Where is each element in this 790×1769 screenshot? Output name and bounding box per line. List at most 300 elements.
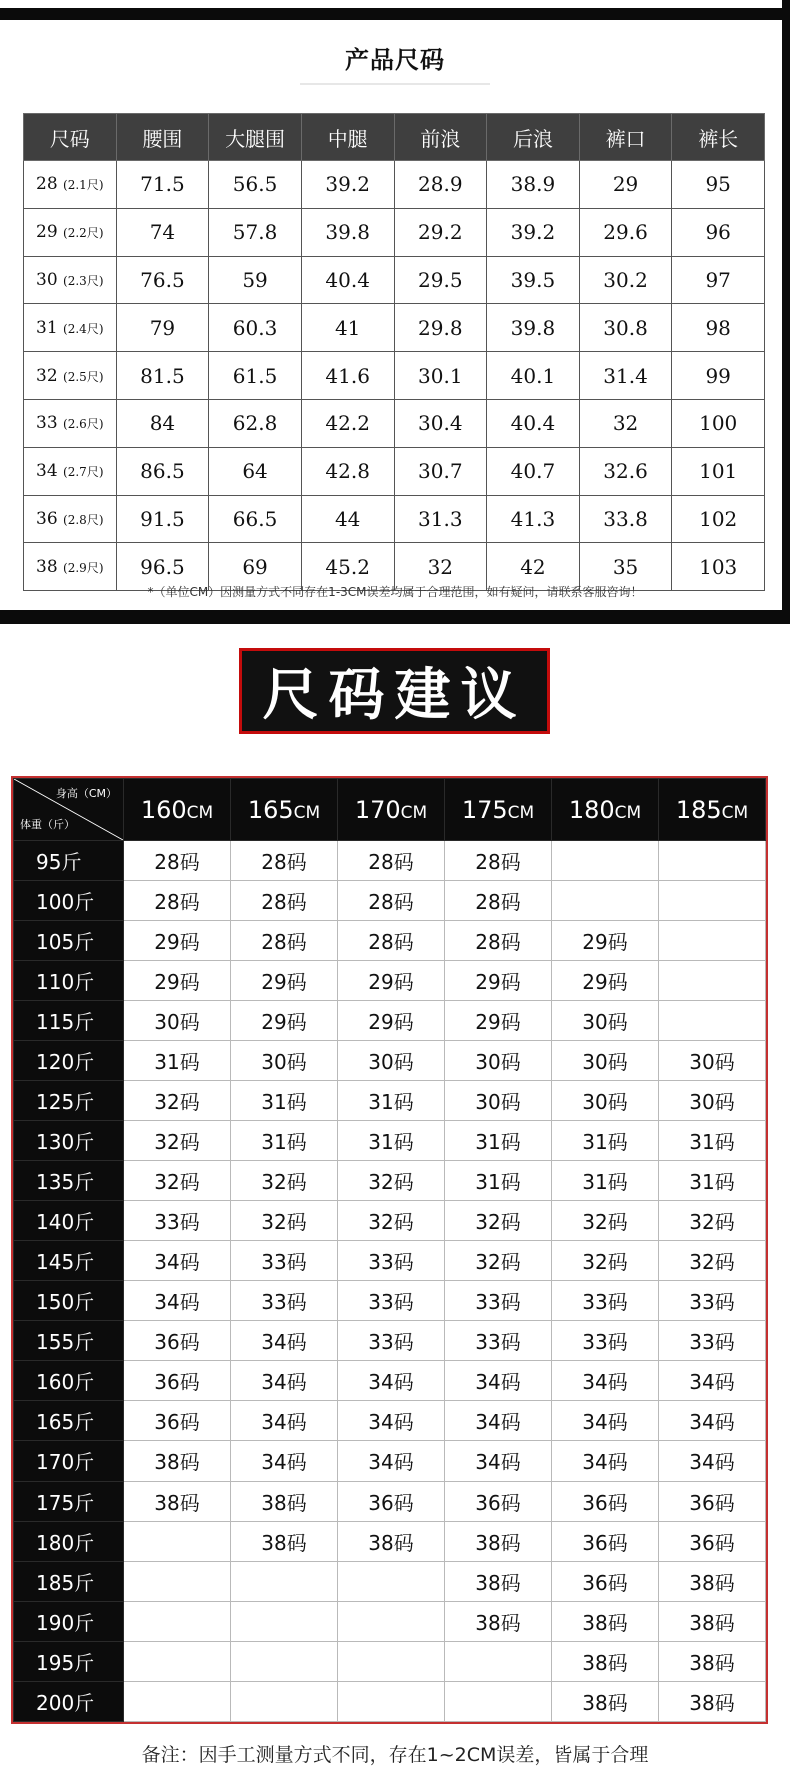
measurement-cell: 39.2 [487,208,580,256]
recommended-size-cell: 31码 [231,1081,338,1121]
recommended-size-cell: 32码 [338,1201,445,1241]
recommended-size-cell [445,1641,552,1681]
recommended-size-cell [445,1681,552,1721]
measurement-cell: 41.6 [301,352,394,400]
measurement-cell: 40.4 [487,399,580,447]
recommended-size-cell [124,1601,231,1641]
recommendation-table [13,778,766,1722]
recommended-size-cell: 29码 [338,961,445,1001]
recommended-size-cell: 32码 [445,1201,552,1241]
size-chart-note: *（单位CM）因测量方式不同存在1-3CM误差均属于合理范围，如有疑问，请联系客服咨询！ [147,585,643,599]
size-chart-header-cell: 裤口 [579,114,672,161]
recommended-size-cell: 34码 [231,1321,338,1361]
measurement-cell: 71.5 [116,161,209,209]
measurement-cell: 39.8 [487,304,580,352]
measurement-cell: 81.5 [116,352,209,400]
weight-cell: 190斤 [14,1601,124,1641]
measurement-cell: 91.5 [116,495,209,543]
size-recommendation-title: 尺码建议 [262,663,527,728]
recommended-size-cell: 30码 [124,1001,231,1041]
recommended-size-cell: 36码 [338,1481,445,1521]
recommended-size-cell: 31码 [338,1081,445,1121]
recommended-size-cell: 31码 [445,1161,552,1201]
measurement-cell: 35 [579,543,672,591]
recommended-size-cell [338,1601,445,1641]
height-value: 165 [247,795,294,824]
recommended-size-cell: 34码 [659,1361,766,1401]
recommended-size-cell: 31码 [659,1161,766,1201]
recommended-size-cell: 30码 [445,1041,552,1081]
weight-cell: 140斤 [14,1201,124,1241]
recommended-size-cell: 36码 [124,1361,231,1401]
recommended-size-cell: 30码 [552,1081,659,1121]
size-chi-value: (2.1尺) [63,178,104,193]
size-chi-value: (2.8尺) [63,512,104,527]
recommended-size-cell: 33码 [338,1321,445,1361]
recommended-size-cell: 28码 [445,921,552,961]
height-value: 185 [675,795,722,824]
measurement-cell: 42.8 [301,447,394,495]
recommended-size-cell: 30码 [552,1001,659,1041]
height-value: 170 [354,795,401,824]
measurement-cell: 28.9 [394,161,487,209]
measurement-cell: 31.4 [579,352,672,400]
recommended-size-cell: 36码 [659,1481,766,1521]
recommended-size-cell [124,1681,231,1721]
height-axis-label: 身高（CM） [55,787,117,800]
size-chart-header-cell: 腰围 [116,114,209,161]
measurement-cell: 40.1 [487,352,580,400]
recommended-size-cell: 34码 [659,1441,766,1481]
size-chi-value: (2.2尺) [63,226,104,241]
recommended-size-cell: 38码 [445,1521,552,1561]
size-cell [24,304,117,352]
recommended-size-cell: 32码 [552,1201,659,1241]
recommended-size-cell [338,1641,445,1681]
recommendation-row [14,1041,766,1081]
size-cell [24,399,117,447]
weight-cell: 100斤 [14,881,124,921]
height-header-cell [124,779,231,841]
measurement-cell: 39.8 [301,208,394,256]
recommendation-row [14,1281,766,1321]
recommended-size-cell: 38码 [124,1441,231,1481]
size-chart-row [24,304,765,352]
recommended-size-cell: 28码 [231,841,338,881]
recommended-size-cell: 38码 [338,1521,445,1561]
size-number: 38 [36,556,58,577]
recommended-size-cell: 38码 [552,1601,659,1641]
measurement-cell: 102 [672,495,765,543]
recommended-size-cell: 33码 [124,1201,231,1241]
recommended-size-cell: 34码 [445,1361,552,1401]
recommendation-row [14,1601,766,1641]
recommendation-row [14,1481,766,1521]
measurement-cell: 30.4 [394,399,487,447]
recommended-size-cell: 29码 [124,921,231,961]
recommended-size-cell: 34码 [552,1401,659,1441]
recommended-size-cell: 34码 [231,1401,338,1441]
recommended-size-cell: 33码 [445,1281,552,1321]
recommendation-row [14,1081,766,1121]
measurement-cell: 41 [301,304,394,352]
recommended-size-cell: 33码 [231,1281,338,1321]
recommended-size-cell [338,1561,445,1601]
measurement-cell: 33.8 [579,495,672,543]
measurement-cell: 29.6 [579,208,672,256]
recommended-size-cell: 30码 [659,1041,766,1081]
recommended-size-cell: 38码 [445,1561,552,1601]
recommended-size-cell: 38码 [659,1641,766,1681]
recommended-size-cell: 33码 [552,1321,659,1361]
recommended-size-cell: 38码 [445,1601,552,1641]
size-number: 33 [36,413,58,434]
measurement-cell: 69 [209,543,302,591]
size-chart-row [24,352,765,400]
recommended-size-cell: 29码 [552,921,659,961]
recommended-size-cell: 29码 [338,1001,445,1041]
weight-cell: 200斤 [14,1681,124,1721]
recommended-size-cell: 34码 [231,1361,338,1401]
recommended-size-cell: 34码 [124,1241,231,1281]
recommended-size-cell: 36码 [552,1481,659,1521]
height-header-cell [659,779,766,841]
recommended-size-cell [552,881,659,921]
height-header-cell [231,779,338,841]
measurement-cell: 30.2 [579,256,672,304]
size-chart-table [23,113,765,591]
recommendation-row [14,1201,766,1241]
size-chi-value: (2.7尺) [63,465,104,480]
measurement-cell: 38.9 [487,161,580,209]
recommended-size-cell [659,881,766,921]
recommended-size-cell: 31码 [552,1121,659,1161]
recommendation-row [14,961,766,1001]
recommended-size-cell: 28码 [231,921,338,961]
size-number: 34 [36,461,58,482]
measurement-cell: 29.8 [394,304,487,352]
weight-cell: 115斤 [14,1001,124,1041]
measurement-cell: 40.7 [487,447,580,495]
right-border-bar [782,0,790,624]
recommended-size-cell [659,961,766,1001]
recommended-size-cell [552,841,659,881]
recommended-size-cell: 38码 [231,1521,338,1561]
measurement-cell: 44 [301,495,394,543]
measurement-cell: 30.1 [394,352,487,400]
recommended-size-cell: 30码 [659,1081,766,1121]
size-chart-header-cell: 尺码 [24,114,117,161]
size-chart-header-cell: 后浪 [487,114,580,161]
recommended-size-cell: 38码 [659,1681,766,1721]
recommended-size-cell: 38码 [231,1481,338,1521]
recommended-size-cell [659,841,766,881]
recommended-size-cell: 28码 [338,841,445,881]
recommended-size-cell: 36码 [659,1521,766,1561]
recommended-size-cell: 30码 [231,1041,338,1081]
height-header-cell [445,779,552,841]
size-chi-value: (2.3尺) [63,273,104,288]
size-number: 32 [36,365,58,386]
size-chi-value: (2.5尺) [63,369,104,384]
recommended-size-cell: 31码 [659,1121,766,1161]
measurement-cell: 42 [487,543,580,591]
measurement-cell: 96.5 [116,543,209,591]
recommended-size-cell: 36码 [124,1321,231,1361]
recommended-size-cell: 34码 [231,1441,338,1481]
weight-cell: 125斤 [14,1081,124,1121]
size-chart-header-cell: 裤长 [672,114,765,161]
recommended-size-cell: 34码 [338,1401,445,1441]
recommended-size-cell: 36码 [552,1521,659,1561]
recommendation-row [14,1121,766,1161]
recommended-size-cell: 32码 [124,1081,231,1121]
recommended-size-cell: 28码 [124,881,231,921]
recommended-size-cell [231,1681,338,1721]
height-unit: CM [507,802,535,823]
weight-cell: 175斤 [14,1481,124,1521]
measurement-cell: 40.4 [301,256,394,304]
measurement-cell: 95 [672,161,765,209]
recommended-size-cell: 32码 [231,1161,338,1201]
header-corner-cell [14,779,124,841]
measurement-cell: 96 [672,208,765,256]
recommended-size-cell: 33码 [659,1321,766,1361]
recommended-size-cell [124,1641,231,1681]
size-cell [24,352,117,400]
measurement-cell: 103 [672,543,765,591]
recommended-size-cell: 34码 [338,1361,445,1401]
recommendation-row [14,1441,766,1481]
measurement-cell: 86.5 [116,447,209,495]
recommended-size-cell: 30码 [552,1041,659,1081]
size-chi-value: (2.9尺) [63,560,104,575]
recommended-size-cell: 36码 [445,1481,552,1521]
weight-cell: 150斤 [14,1281,124,1321]
recommended-size-cell: 29码 [445,1001,552,1041]
size-chart-row [24,495,765,543]
recommendation-row [14,881,766,921]
recommended-size-cell: 29码 [445,961,552,1001]
weight-cell: 180斤 [14,1521,124,1561]
recommendation-row [14,1641,766,1681]
recommended-size-cell: 33码 [338,1241,445,1281]
recommended-size-cell: 28码 [338,881,445,921]
measurement-cell: 39.5 [487,256,580,304]
measurement-cell: 30.7 [394,447,487,495]
size-chart-title: 产品尺码 [345,46,445,74]
recommended-size-cell: 32码 [659,1241,766,1281]
size-chart-header-cell: 大腿围 [209,114,302,161]
recommended-size-cell: 34码 [338,1441,445,1481]
measurement-cell: 84 [116,399,209,447]
recommended-size-cell: 33码 [445,1321,552,1361]
recommended-size-cell: 31码 [445,1121,552,1161]
measurement-cell: 32 [394,543,487,591]
size-chart-header-cell: 中腿 [301,114,394,161]
weight-cell: 130斤 [14,1121,124,1161]
size-chart-row [24,208,765,256]
recommended-size-cell: 28码 [124,841,231,881]
weight-cell: 110斤 [14,961,124,1001]
recommended-size-cell: 36码 [552,1561,659,1601]
height-value: 160 [140,795,187,824]
height-value: 175 [461,795,508,824]
size-chi-value: (2.6尺) [63,417,104,432]
section-divider-bar [0,610,790,624]
weight-cell: 160斤 [14,1361,124,1401]
height-unit: CM [400,802,428,823]
recommended-size-cell [231,1561,338,1601]
top-border-bar [0,8,790,20]
recommended-size-cell: 32码 [124,1161,231,1201]
size-number: 29 [36,222,58,243]
recommended-size-cell: 38码 [552,1641,659,1681]
size-cell [24,256,117,304]
recommendation-row [14,921,766,961]
recommended-size-cell [338,1681,445,1721]
weight-cell: 165斤 [14,1401,124,1441]
size-number: 36 [36,508,58,529]
recommended-size-cell: 31码 [124,1041,231,1081]
recommended-size-cell: 33码 [231,1241,338,1281]
measurement-cell: 61.5 [209,352,302,400]
recommended-size-cell: 38码 [659,1601,766,1641]
recommendation-table-frame [11,776,768,1724]
height-header-cell [552,779,659,841]
measurement-cell: 32.6 [579,447,672,495]
weight-cell: 135斤 [14,1161,124,1201]
size-chart-row [24,447,765,495]
recommendation-row [14,841,766,881]
recommendation-row [14,1401,766,1441]
recommended-size-cell [231,1641,338,1681]
measurement-cell: 59 [209,256,302,304]
recommended-size-cell: 32码 [552,1241,659,1281]
measurement-cell: 30.8 [579,304,672,352]
recommended-size-cell: 32码 [124,1121,231,1161]
weight-cell: 155斤 [14,1321,124,1361]
recommended-size-cell: 34码 [445,1401,552,1441]
recommendation-row [14,1681,766,1721]
measurement-cell: 29 [579,161,672,209]
recommended-size-cell: 34码 [445,1441,552,1481]
weight-cell: 170斤 [14,1441,124,1481]
weight-cell: 195斤 [14,1641,124,1681]
recommendation-row [14,1001,766,1041]
title-underline-decoration [300,80,490,88]
recommendation-row [14,1161,766,1201]
recommended-size-cell: 30码 [338,1041,445,1081]
recommended-size-cell: 31码 [338,1121,445,1161]
height-header-cell [338,779,445,841]
recommended-size-cell [124,1521,231,1561]
recommended-size-cell: 33码 [659,1281,766,1321]
measurement-cell: 32 [579,399,672,447]
measurement-cell: 42.2 [301,399,394,447]
recommendation-row [14,1521,766,1561]
weight-cell: 120斤 [14,1041,124,1081]
measurement-cell: 41.3 [487,495,580,543]
measurement-cell: 57.8 [209,208,302,256]
recommendation-row [14,1561,766,1601]
recommended-size-cell [659,921,766,961]
recommended-size-cell: 36码 [124,1401,231,1441]
measurement-cell: 29.5 [394,256,487,304]
measurement-cell: 62.8 [209,399,302,447]
size-number: 28 [36,174,58,195]
recommended-size-cell: 32码 [445,1241,552,1281]
recommended-size-cell: 31码 [552,1161,659,1201]
recommended-size-cell: 28码 [231,881,338,921]
size-cell [24,447,117,495]
weight-cell: 105斤 [14,921,124,961]
weight-axis-label: 体重（斤） [20,818,75,831]
measurement-cell: 39.2 [301,161,394,209]
recommended-size-cell: 38码 [659,1561,766,1601]
recommendation-note: 备注：因手工测量方式不同，存在1~2CM误差，皆属于合理 [141,1744,649,1766]
size-chi-value: (2.4尺) [63,321,104,336]
recommended-size-cell: 32码 [231,1201,338,1241]
measurement-cell: 76.5 [116,256,209,304]
size-chart-header-cell: 前浪 [394,114,487,161]
weight-cell: 145斤 [14,1241,124,1281]
measurement-cell: 74 [116,208,209,256]
measurement-cell: 100 [672,399,765,447]
measurement-cell: 98 [672,304,765,352]
recommended-size-cell [231,1601,338,1641]
size-number: 31 [36,317,58,338]
recommended-size-cell: 28码 [445,881,552,921]
recommendation-row [14,1361,766,1401]
measurement-cell: 99 [672,352,765,400]
size-chart-row [24,399,765,447]
measurement-cell: 29.2 [394,208,487,256]
size-recommendation-banner [239,648,550,734]
measurement-cell: 66.5 [209,495,302,543]
recommended-size-cell: 29码 [552,961,659,1001]
size-cell [24,161,117,209]
recommended-size-cell: 38码 [552,1681,659,1721]
height-unit: CM [721,802,749,823]
recommended-size-cell: 38码 [124,1481,231,1521]
recommended-size-cell: 28码 [338,921,445,961]
recommended-size-cell: 28码 [445,841,552,881]
measurement-cell: 56.5 [209,161,302,209]
recommendation-row [14,1241,766,1281]
height-unit: CM [186,802,214,823]
size-chart-row [24,256,765,304]
recommended-size-cell: 33码 [552,1281,659,1321]
recommended-size-cell [659,1001,766,1041]
height-unit: CM [614,802,642,823]
recommendation-row [14,1321,766,1361]
recommended-size-cell: 34码 [552,1361,659,1401]
height-value: 180 [568,795,615,824]
recommended-size-cell: 30码 [445,1081,552,1121]
weight-cell: 95斤 [14,841,124,881]
size-cell [24,208,117,256]
size-number: 30 [36,269,58,290]
measurement-cell: 64 [209,447,302,495]
measurement-cell: 79 [116,304,209,352]
recommendation-header-row [14,779,766,841]
recommended-size-cell: 32码 [659,1201,766,1241]
measurement-cell: 45.2 [301,543,394,591]
recommended-size-cell [124,1561,231,1601]
recommended-size-cell: 34码 [659,1401,766,1441]
recommended-size-cell: 33码 [338,1281,445,1321]
